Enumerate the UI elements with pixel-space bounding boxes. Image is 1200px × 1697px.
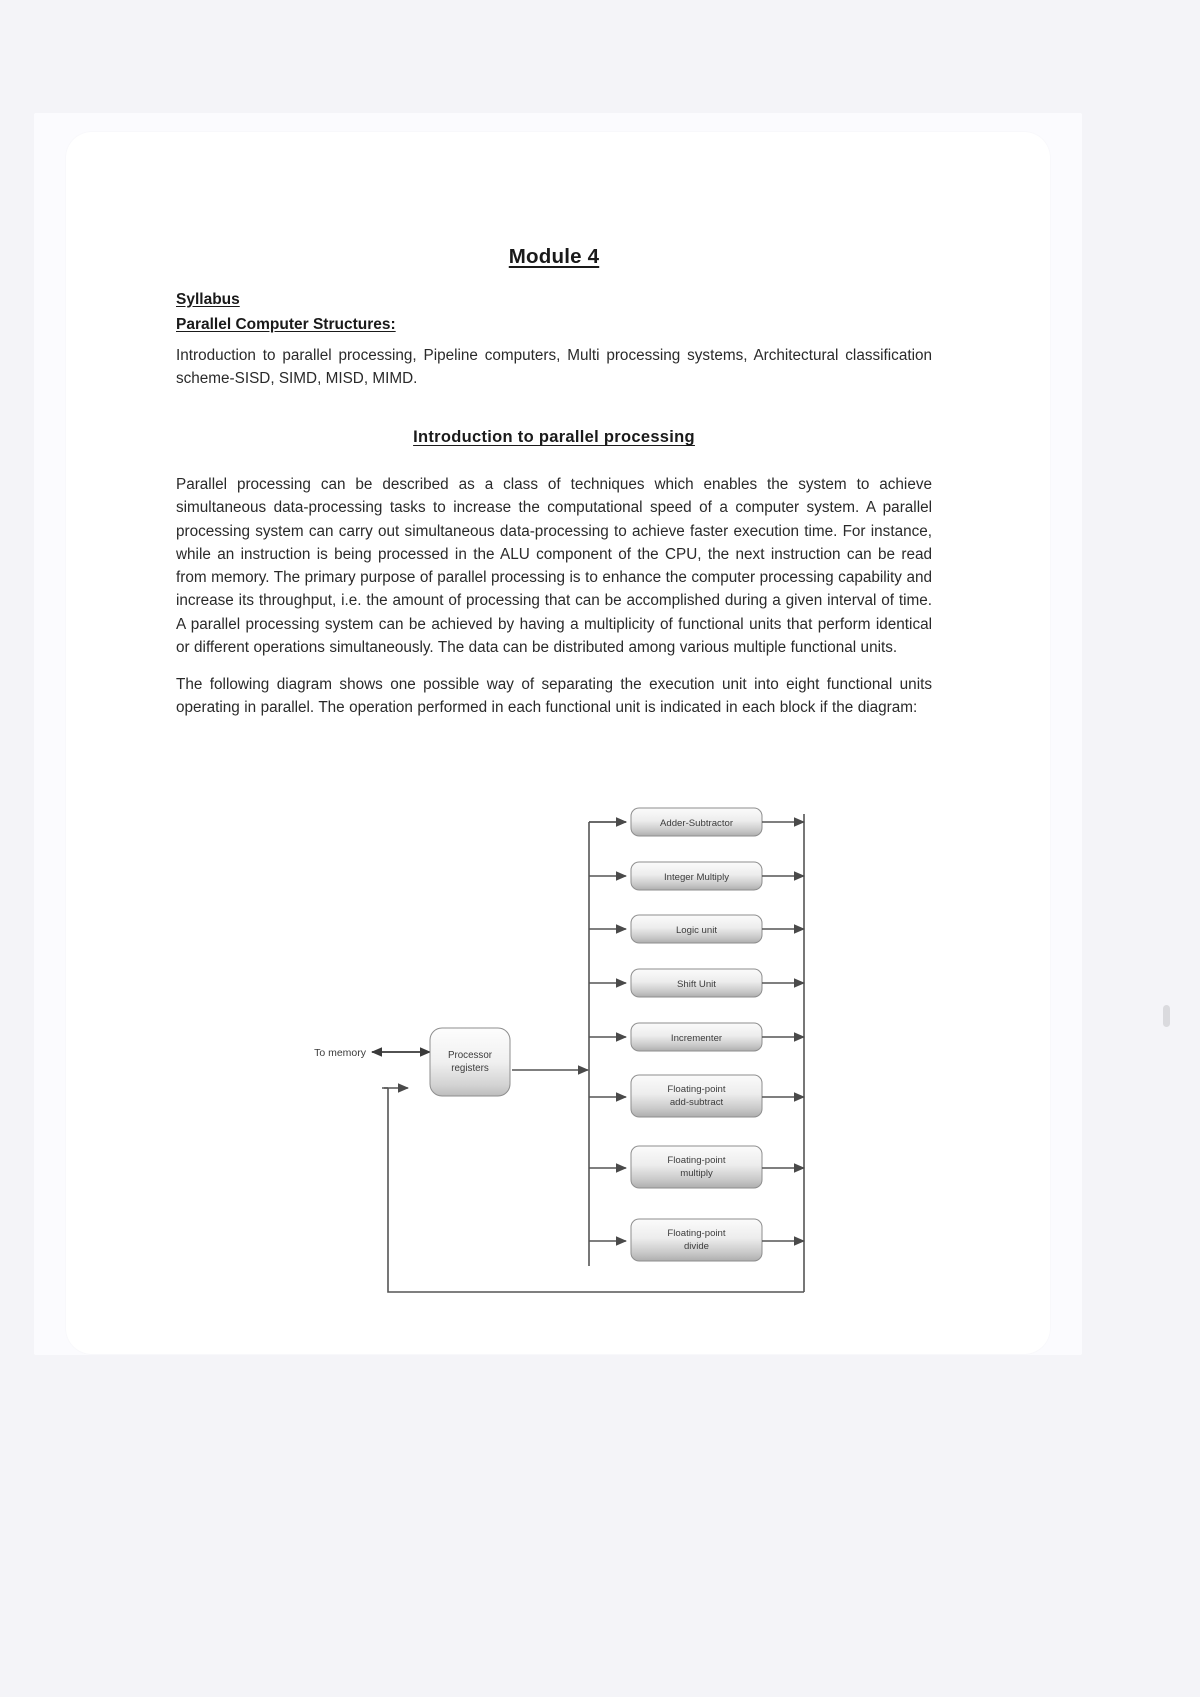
- functional-unit-7-label-line1: Floating-point: [667, 1155, 726, 1166]
- functional-unit-8-label-line1: Floating-point: [667, 1228, 726, 1239]
- syllabus-topic-row: [176, 312, 932, 338]
- syllabus-topic-heading: Parallel Computer Structures:: [176, 316, 396, 334]
- distribution-bus: [589, 822, 626, 1266]
- functional-unit-1-label: Adder-Subtractor: [659, 818, 734, 829]
- processor-registers-line1: Processor: [447, 1050, 493, 1061]
- section-heading: [176, 428, 932, 447]
- functional-unit-row-7: [589, 1146, 804, 1188]
- document-content: [176, 246, 932, 734]
- functional-unit-row-1: [589, 808, 804, 836]
- functional-unit-row-2: [589, 862, 804, 890]
- functional-unit-4-label: Shift Unit: [677, 979, 716, 990]
- scrollbar-thumb[interactable]: [1163, 1005, 1170, 1027]
- functional-unit-row-3: [589, 915, 804, 943]
- paragraph-diagram-intro: The following diagram shows one possible way of separating the execution unit into eight functional units operating in parallel. The operation performed in each functional unit is indicated in each block if the diagram:: [176, 676, 932, 717]
- syllabus-label: Syllabus: [176, 290, 240, 308]
- functional-unit-row-8: [589, 1219, 804, 1261]
- functional-unit-6-label-line1: Floating-point: [667, 1084, 726, 1095]
- to-memory-label: To memory: [314, 1047, 366, 1059]
- functional-unit-6-label-line2: add-subtract: [669, 1097, 724, 1108]
- processor-registers-line2: registers: [451, 1063, 489, 1074]
- functional-unit-row-4: [589, 969, 804, 997]
- functional-unit-3-label: Logic unit: [675, 925, 718, 936]
- processor-registers-box: [430, 1028, 510, 1096]
- functional-unit-2-label: Integer Multiply: [663, 872, 730, 883]
- functional-unit-row-5: [589, 1023, 804, 1051]
- functional-unit-row-6: [589, 1075, 804, 1117]
- functional-unit-5-label: Incrementer: [670, 1033, 723, 1044]
- page-title: [176, 246, 932, 269]
- syllabus-label-row: [176, 287, 932, 313]
- functional-units-diagram: [176, 800, 932, 1310]
- functional-unit-8-label-line2: divide: [683, 1241, 710, 1252]
- section-heading-text: Introduction to parallel processing: [413, 428, 695, 447]
- paragraph-introduction: Parallel processing can be described as a class of techniques which enables the system to achieve simultaneous data-processing tasks to increase the computational speed of a computer system. A parallel processing system can carry out simultaneous data-processing to achieve faster execution time. For instance, while an instruction is being processed in the ALU component of the CPU, the next instruction can be read from memory. The primary purpose of parallel processing is to enhance the computer processing capability and increase its throughput, i.e. the amount of processing that can be accomplished during a given interval of time. A parallel processing system can be achieved by having a multiplicity of functional units that perform identical or different operations simultaneously. The data can be distributed among various multiple functional units.: [176, 476, 932, 656]
- syllabus-body-text: Introduction to parallel processing, Pipeline computers, Multi processing systems, Architectural classification scheme-SISD, SIMD, MISD, MIMD.: [176, 346, 932, 387]
- page-title-text: Module 4: [508, 245, 600, 268]
- functional-unit-7-label-line2: multiply: [680, 1168, 713, 1179]
